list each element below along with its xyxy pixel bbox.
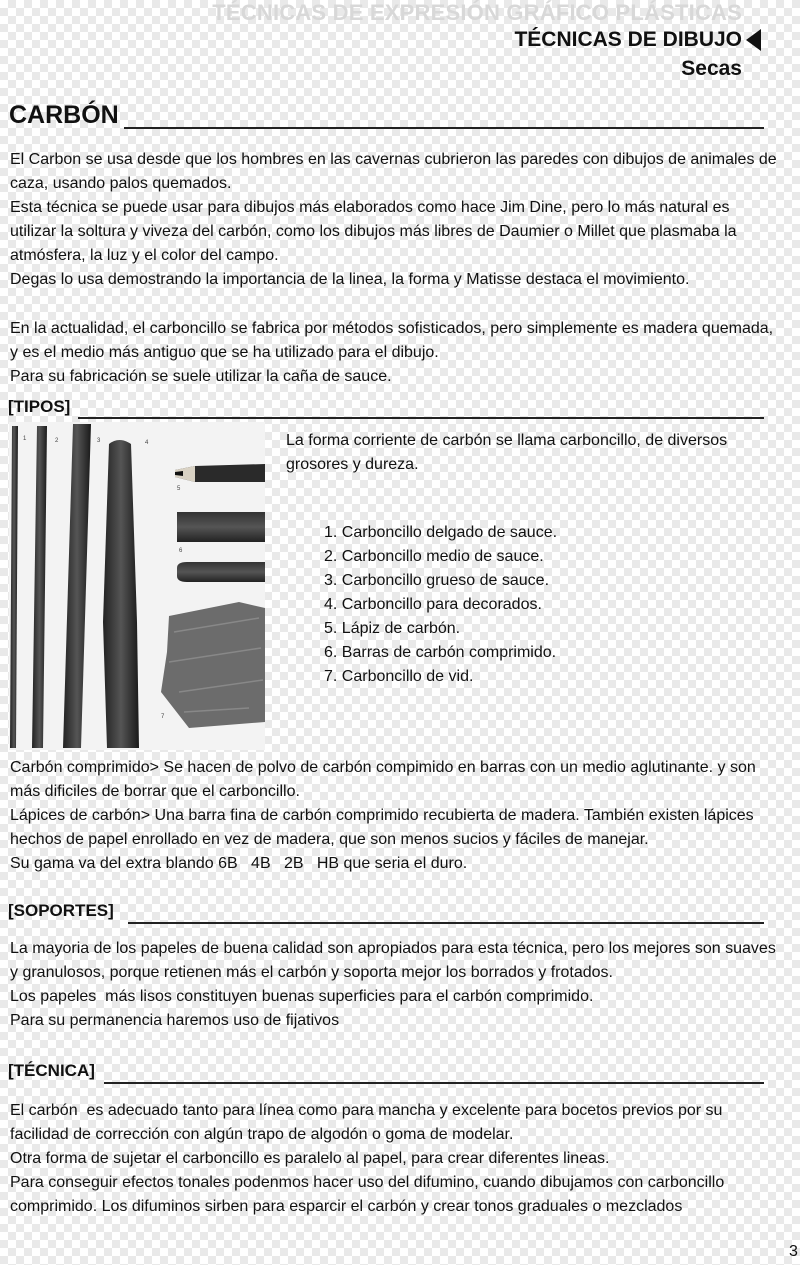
soportes-text bbox=[10, 937, 780, 1033]
current-text bbox=[10, 317, 780, 389]
current-paragraph: Para su fabricación se suele utilizar la caña de sauce. bbox=[10, 368, 392, 385]
decorator-stick bbox=[103, 440, 139, 748]
section-subtitle: Secas bbox=[681, 57, 742, 80]
current-paragraph: En la actualidad, el carboncillo se fabrica por métodos sofisticados, pero simplemente es madera quemada, y es el medio más antiguo que se ha utilizado para el dibujo. bbox=[10, 320, 774, 361]
page-number: 3 bbox=[789, 1243, 798, 1260]
intro-paragraph: Degas lo usa demostrando la importancia de la linea, la forma y Matisse destaca el movimiento. bbox=[10, 271, 690, 288]
tecnica-paragraph: Para conseguir efectos tonales podenmos hacer uso del difumino, cuando dibujamos con carboncillo comprimido. Los difuminos sirben para esparcir el carbón y crear tonos graduales o mezclados bbox=[10, 1174, 725, 1215]
soportes-paragraph: La mayoria de los papeles de buena calidad son apropiados para esta técnica, pero los mejores son suaves y granulosos, porque retienen más el carbón y soporta mejor los borrados y frotados. bbox=[10, 940, 776, 981]
detail-paragraph: Lápices de carbón> Una barra fina de carbón comprimido recubierta de madera. También existen lápices hechos de papel enrollado en vez de madera, que son menos sucios y fáciles de manejar. bbox=[10, 807, 754, 848]
soportes-paragraph: Para su permanencia haremos uso de fijativos bbox=[10, 1012, 340, 1029]
tecnica-text bbox=[10, 1099, 780, 1219]
photo-label: 5 bbox=[177, 486, 181, 492]
photo-label: 3 bbox=[97, 438, 101, 444]
soportes-paragraph: Los papeles más lisos constituyen buenas superficies para el carbón comprimido. bbox=[10, 988, 594, 1005]
tecnica-paragraph: El carbón es adecuado tanto para línea como para mancha y excelente para bocetos previos por su facilidad de corrección con algún trapo de algodón o goma de modelar. bbox=[10, 1102, 727, 1143]
charcoal-sticks-illustration bbox=[9, 422, 265, 750]
photo-label: 2 bbox=[55, 438, 59, 444]
compressed-bar-round bbox=[177, 562, 265, 582]
list-item: 6. Barras de carbón comprimido. bbox=[324, 644, 557, 661]
triangle-left-icon bbox=[746, 29, 761, 51]
photo-label: 1 bbox=[23, 436, 27, 442]
soportes-rule bbox=[128, 922, 764, 924]
watermark-title: TÉCNICAS DE EXPRESIÓN GRÁFICO PLÁSTICAS bbox=[212, 0, 742, 25]
tipos-intro: La forma corriente de carbón se llama carboncillo, de diversos grosores y dureza. bbox=[286, 432, 728, 473]
photo-label: 6 bbox=[179, 548, 183, 554]
thin-willow-stick bbox=[10, 426, 18, 748]
thick-willow-stick bbox=[63, 424, 91, 748]
vine-charcoal bbox=[161, 602, 265, 728]
list-item: 1. Carboncillo delgado de sauce. bbox=[324, 524, 558, 541]
intro-paragraph: Esta técnica se puede usar para dibujos más elaborados como hace Jim Dine, pero lo más natural es utilizar la soltura y viveza del carbón, como los dibujos más libres de Daumier o Millet que plasmaba la atmósfera, la luz y el color del campo. bbox=[10, 199, 737, 264]
tipos-details bbox=[10, 756, 780, 876]
detail-paragraph: Su gama va del extra blando 6B 4B 2B HB que seria el duro. bbox=[10, 855, 468, 872]
tipos-list bbox=[324, 521, 557, 689]
medium-willow-stick bbox=[32, 426, 47, 748]
tecnica-rule bbox=[104, 1082, 764, 1084]
detail-paragraph: Carbón comprimido> Se hacen de polvo de carbón compimido en barras con un medio aglutinante. y son más dificiles de borrar que el carboncillo. bbox=[10, 759, 756, 800]
list-item: 5. Lápiz de carbón. bbox=[324, 620, 461, 637]
section-title: TÉCNICAS DE DIBUJO bbox=[514, 28, 742, 51]
compressed-bar-square bbox=[177, 512, 265, 542]
intro-text bbox=[10, 148, 780, 292]
charcoal-types-photo bbox=[9, 422, 265, 750]
list-item: 7. Carboncillo de vid. bbox=[324, 668, 474, 685]
list-item: 3. Carboncillo grueso de sauce. bbox=[324, 572, 550, 589]
tipos-rule bbox=[78, 417, 764, 419]
title-rule bbox=[124, 127, 764, 129]
tecnica-heading: [TÉCNICA] bbox=[8, 1061, 95, 1080]
soportes-heading: [SOPORTES] bbox=[8, 901, 114, 920]
photo-label: 4 bbox=[145, 440, 149, 446]
list-item: 2. Carboncillo medio de sauce. bbox=[324, 548, 544, 565]
tipos-heading: [TIPOS] bbox=[8, 397, 71, 416]
list-item: 4. Carboncillo para decorados. bbox=[324, 596, 542, 613]
page-title: CARBÓN bbox=[9, 101, 119, 129]
intro-paragraph: El Carbon se usa desde que los hombres en las cavernas cubrieron las paredes con dibujos de animales de caza, usando palos quemados. bbox=[10, 151, 777, 192]
tecnica-paragraph: Otra forma de sujetar el carboncillo es paralelo al papel, para crear diferentes lineas. bbox=[10, 1150, 610, 1167]
photo-label: 7 bbox=[161, 714, 165, 720]
